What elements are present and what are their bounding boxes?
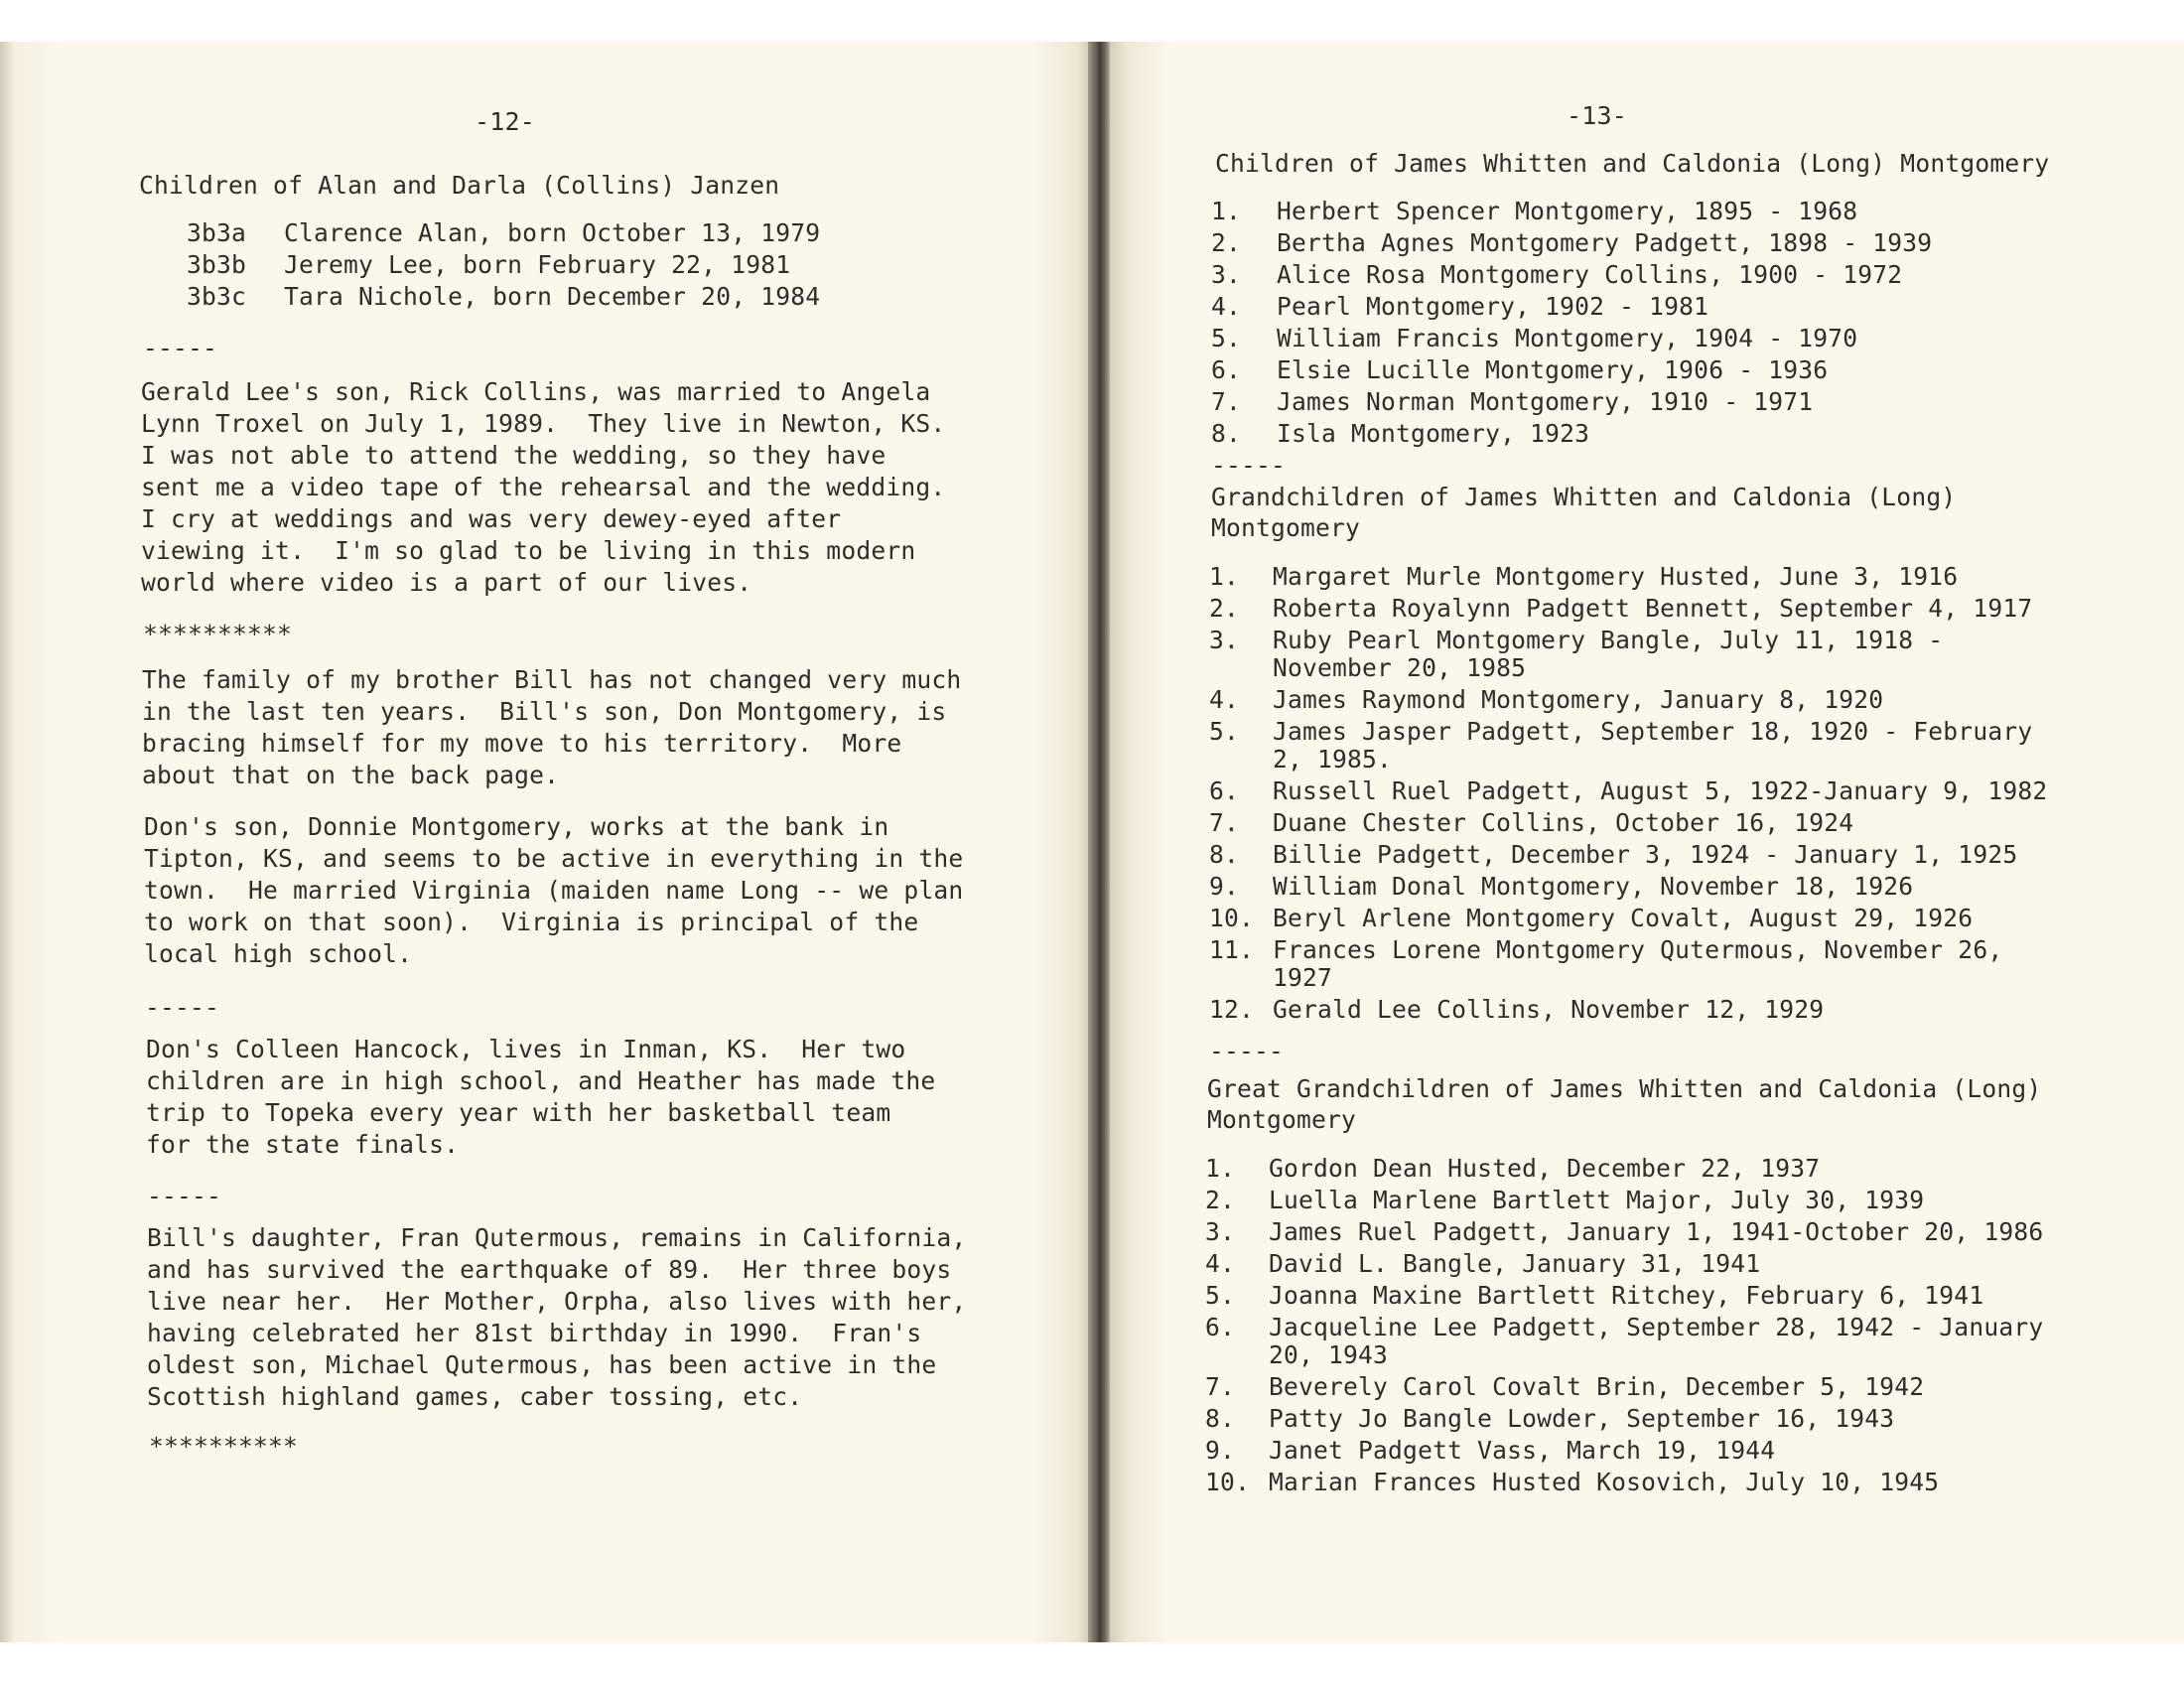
paragraph-line: sent me a video tape of the rehearsal and the wedding. bbox=[141, 473, 946, 501]
list-number: 4. bbox=[1205, 1249, 1236, 1278]
list-number: 2. bbox=[1209, 594, 1240, 623]
list-number: 3. bbox=[1205, 1217, 1236, 1246]
list-item: Patty Jo Bangle Lowder, September 16, 1943 bbox=[1269, 1404, 1895, 1433]
paragraph-line: having celebrated her 81st birthday in 1990. Fran's bbox=[147, 1319, 922, 1347]
paragraph-line: I was not able to attend the wedding, so they have bbox=[141, 441, 887, 470]
list-item: Margaret Murle Montgomery Husted, June 3, 1916 bbox=[1273, 562, 1959, 591]
list-number: 7. bbox=[1205, 1372, 1236, 1401]
section-heading: Grandchildren of James Whitten and Caldonia (Long) bbox=[1211, 483, 1957, 511]
list-number: 1. bbox=[1211, 197, 1242, 225]
list-item: 1927 bbox=[1273, 963, 1333, 992]
list-number: 8. bbox=[1205, 1404, 1236, 1433]
separator-stars: ********** bbox=[149, 1432, 299, 1461]
separator: ----- bbox=[145, 993, 220, 1022]
list-item: David L. Bangle, January 31, 1941 bbox=[1269, 1249, 1761, 1278]
list-item: Joanna Maxine Bartlett Ritchey, February 6, 1941 bbox=[1269, 1281, 1984, 1310]
child-code: 3b3c bbox=[187, 282, 247, 311]
list-number: 9. bbox=[1209, 872, 1240, 901]
list-number: 8. bbox=[1211, 419, 1242, 448]
list-number: 7. bbox=[1211, 387, 1242, 416]
list-number: 3. bbox=[1211, 260, 1242, 289]
section-heading: Great Grandchildren of James Whitten and Caldonia (Long) bbox=[1207, 1074, 2042, 1103]
book-gutter bbox=[1088, 42, 1110, 1642]
list-item: James Ruel Padgett, January 1, 1941-October 20, 1986 bbox=[1269, 1217, 2044, 1246]
paragraph-line: The family of my brother Bill has not changed very much bbox=[142, 665, 962, 694]
paragraph-line: viewing it. I'm so glad to be living in this modern bbox=[141, 536, 916, 565]
list-item: Elsie Lucille Montgomery, 1906 - 1936 bbox=[1277, 355, 1829, 384]
list-item: Herbert Spencer Montgomery, 1895 - 1968 bbox=[1277, 197, 1858, 225]
list-number: 11. bbox=[1209, 935, 1255, 964]
list-item: Luella Marlene Bartlett Major, July 30, 1939 bbox=[1269, 1186, 1925, 1214]
list-item: William Francis Montgomery, 1904 - 1970 bbox=[1277, 324, 1858, 352]
paragraph-line: Lynn Troxel on July 1, 1989. They live in Newton, KS. bbox=[141, 409, 946, 438]
section-heading: Montgomery bbox=[1207, 1105, 1357, 1134]
list-number: 6. bbox=[1205, 1313, 1236, 1341]
list-item: Bertha Agnes Montgomery Padgett, 1898 - 1939 bbox=[1277, 228, 1933, 257]
paragraph-line: to work on that soon). Virginia is principal of the bbox=[144, 908, 919, 936]
list-item: Billie Padgett, December 3, 1924 - January 1, 1925 bbox=[1273, 840, 2018, 869]
list-item: Isla Montgomery, 1923 bbox=[1277, 419, 1590, 448]
list-item: Ruby Pearl Montgomery Bangle, July 11, 1918 - bbox=[1273, 626, 1944, 654]
list-item: Frances Lorene Montgomery Qutermous, November 26, bbox=[1273, 935, 2003, 964]
child-entry: Jeremy Lee, born February 22, 1981 bbox=[284, 250, 791, 279]
list-number: 5. bbox=[1209, 717, 1240, 746]
list-number: 9. bbox=[1205, 1436, 1236, 1465]
paragraph-line: Gerald Lee's son, Rick Collins, was married to Angela bbox=[141, 377, 931, 406]
separator: ----- bbox=[147, 1182, 222, 1210]
list-item: Alice Rosa Montgomery Collins, 1900 - 1972 bbox=[1277, 260, 1903, 289]
paragraph-line: about that on the back page. bbox=[142, 761, 560, 789]
list-number: 8. bbox=[1209, 840, 1240, 869]
list-item: Marian Frances Husted Kosovich, July 10, 1945 bbox=[1269, 1468, 1940, 1496]
list-item: Beverely Carol Covalt Brin, December 5, 1942 bbox=[1269, 1372, 1925, 1401]
paragraph-line: bracing himself for my move to his territory. More bbox=[142, 729, 902, 758]
child-entry: Clarence Alan, born October 13, 1979 bbox=[284, 218, 821, 247]
list-item: Gordon Dean Husted, December 22, 1937 bbox=[1269, 1154, 1821, 1183]
list-number: 10. bbox=[1209, 904, 1255, 932]
list-number: 5. bbox=[1211, 324, 1242, 352]
list-number: 12. bbox=[1209, 995, 1255, 1024]
section-heading-janzen: Children of Alan and Darla (Collins) Janzen bbox=[139, 171, 780, 200]
paragraph-line: in the last ten years. Bill's son, Don Montgomery, is bbox=[142, 697, 947, 726]
list-number: 1. bbox=[1205, 1154, 1236, 1183]
list-number: 1. bbox=[1209, 562, 1240, 591]
paragraph-line: and has survived the earthquake of 89. Her three boys bbox=[147, 1255, 952, 1284]
list-number: 4. bbox=[1211, 292, 1242, 321]
child-code: 3b3b bbox=[187, 250, 247, 279]
list-item: Beryl Arlene Montgomery Covalt, August 29, 1926 bbox=[1273, 904, 1974, 932]
list-item: Roberta Royalynn Padgett Bennett, September 4, 1917 bbox=[1273, 594, 2033, 623]
list-number: 6. bbox=[1209, 776, 1240, 805]
separator: ----- bbox=[1209, 1037, 1285, 1065]
list-item: Duane Chester Collins, October 16, 1924 bbox=[1273, 808, 1854, 837]
section-heading: Children of James Whitten and Caldonia (Long) Montgomery bbox=[1215, 149, 2050, 178]
list-item: 20, 1943 bbox=[1269, 1340, 1389, 1369]
list-number: 2. bbox=[1205, 1186, 1236, 1214]
list-number: 10. bbox=[1205, 1468, 1251, 1496]
child-code: 3b3a bbox=[187, 218, 247, 247]
list-number: 5. bbox=[1205, 1281, 1236, 1310]
separator-stars: ********** bbox=[143, 620, 293, 648]
list-item: November 20, 1985 bbox=[1273, 653, 1527, 682]
list-item: 2, 1985. bbox=[1273, 745, 1393, 774]
page-number-right: -13- bbox=[1567, 101, 1628, 130]
list-item: Jacqueline Lee Padgett, September 28, 1942 - January bbox=[1269, 1313, 2044, 1341]
paragraph-line: trip to Topeka every year with her basketball team bbox=[146, 1098, 891, 1127]
list-item: Russell Ruel Padgett, August 5, 1922-January 9, 1982 bbox=[1273, 776, 2048, 805]
list-item: James Raymond Montgomery, January 8, 1920 bbox=[1273, 685, 1884, 714]
list-number: 2. bbox=[1211, 228, 1242, 257]
list-number: 6. bbox=[1211, 355, 1242, 384]
list-item: Janet Padgett Vass, March 19, 1944 bbox=[1269, 1436, 1776, 1465]
list-item: William Donal Montgomery, November 18, 1926 bbox=[1273, 872, 1914, 901]
paragraph-line: world where video is a part of our lives. bbox=[141, 568, 752, 597]
paragraph-line: I cry at weddings and was very dewey-eyed after bbox=[141, 504, 842, 533]
paragraph-line: Don's Colleen Hancock, lives in Inman, KS. Her two bbox=[146, 1035, 906, 1063]
child-entry: Tara Nichole, born December 20, 1984 bbox=[284, 282, 821, 311]
paragraph-line: Scottish highland games, caber tossing, etc. bbox=[147, 1382, 803, 1411]
paragraph-line: live near her. Her Mother, Orpha, also lives with her, bbox=[147, 1287, 967, 1316]
paragraph-line: Don's son, Donnie Montgomery, works at the bank in bbox=[144, 812, 889, 841]
paragraph-line: Tipton, KS, and seems to be active in everything in the bbox=[144, 844, 964, 873]
page-number-left: -12- bbox=[475, 107, 536, 136]
list-number: 4. bbox=[1209, 685, 1240, 714]
list-number: 7. bbox=[1209, 808, 1240, 837]
list-item: James Norman Montgomery, 1910 - 1971 bbox=[1277, 387, 1814, 416]
section-heading: Montgomery bbox=[1211, 513, 1361, 542]
list-item: Gerald Lee Collins, November 12, 1929 bbox=[1273, 995, 1825, 1024]
list-item: James Jasper Padgett, September 18, 1920 - February bbox=[1273, 717, 2033, 746]
paragraph-line: children are in high school, and Heather has made the bbox=[146, 1066, 936, 1095]
separator: ----- bbox=[1211, 451, 1287, 480]
paragraph-line: oldest son, Michael Qutermous, has been active in the bbox=[147, 1350, 937, 1379]
list-item: Pearl Montgomery, 1902 - 1981 bbox=[1277, 292, 1709, 321]
paragraph-line: for the state finals. bbox=[146, 1130, 460, 1159]
paragraph-line: local high school. bbox=[144, 939, 413, 968]
paragraph-line: Bill's daughter, Fran Qutermous, remains in California, bbox=[147, 1223, 967, 1252]
separator: ----- bbox=[143, 334, 218, 362]
paragraph-line: town. He married Virginia (maiden name Long -- we plan bbox=[144, 876, 964, 905]
list-number: 3. bbox=[1209, 626, 1240, 654]
